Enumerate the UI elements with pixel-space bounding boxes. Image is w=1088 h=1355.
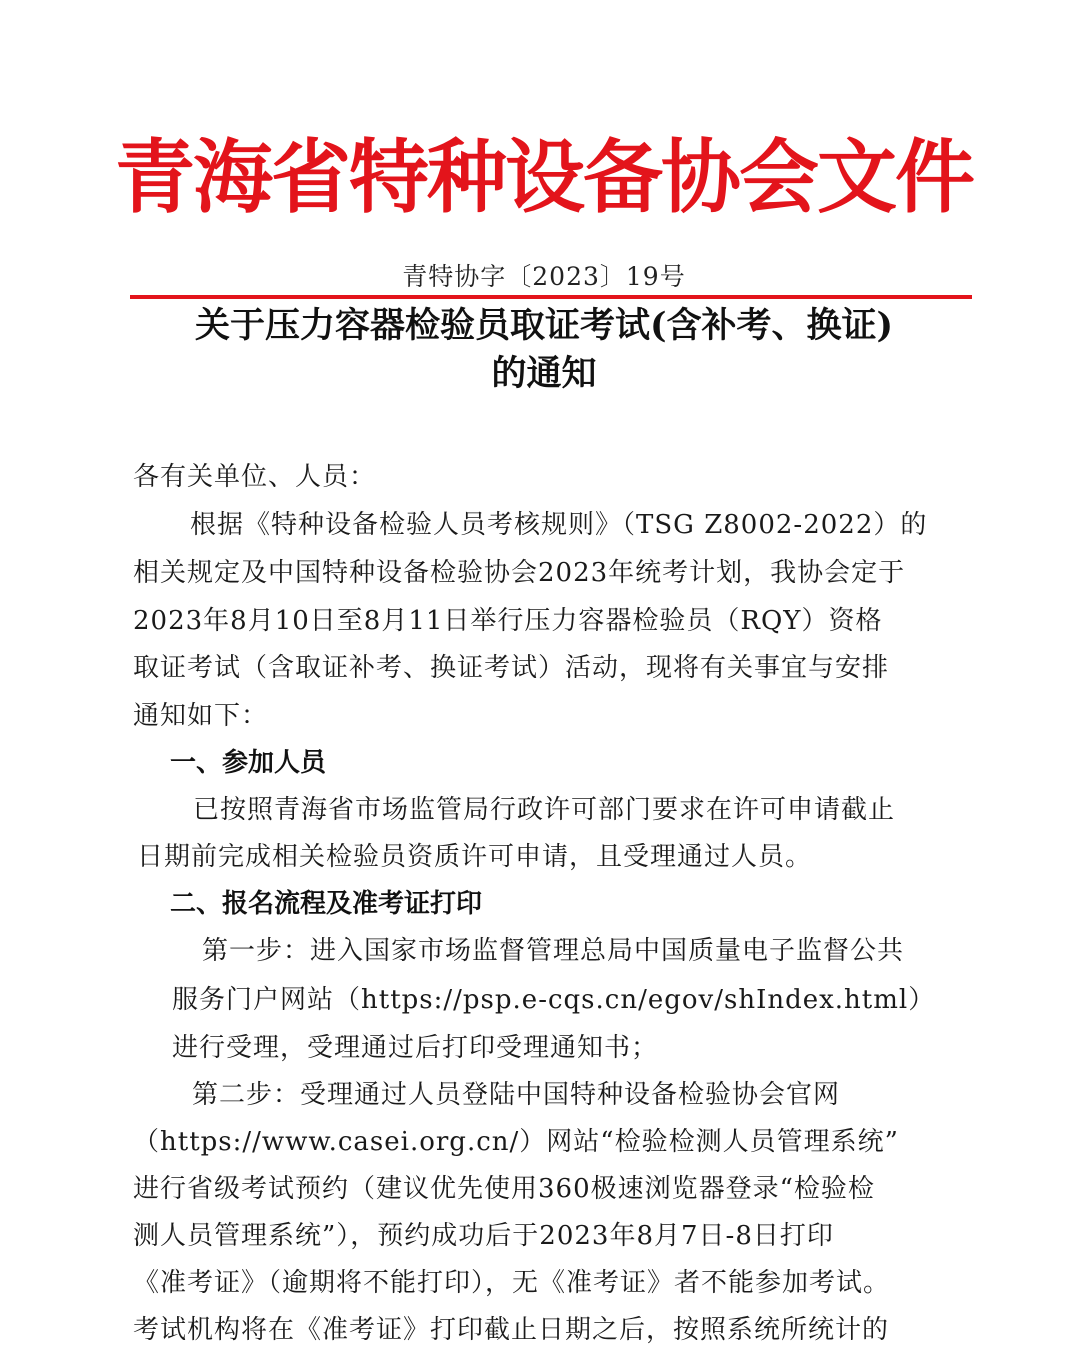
step-1-line-2: 服务门户网站（https://psp.e-cqs.cn/egov/shIndex.html） [172, 985, 936, 1015]
step-2-line-5: 《准考证》（逾期将不能打印），无《准考证》者不能参加考试。 [133, 1268, 891, 1298]
step-2-line-3: 进行省级考试预约（建议优先使用360极速浏览器登录“检验检 [133, 1174, 875, 1204]
intro-line-5: 通知如下： [133, 701, 269, 731]
step-2-line-4: 测人员管理系统”），预约成功后于2023年8月7日-8日打印 [133, 1221, 834, 1251]
salutation: 各有关单位、人员： [133, 462, 377, 492]
section-2-heading: 二、报名流程及准考证打印 [170, 889, 483, 919]
section-1-line-1: 已按照青海省市场监管局行政许可部门要求在许可申请截止 [193, 795, 896, 825]
section-1-line-2: 日期前完成相关检验员资质许可申请，且受理通过人员。 [137, 842, 813, 872]
red-divider-line [130, 295, 972, 299]
masthead-title: 青海省特种设备协会文件 [115, 131, 973, 224]
intro-line-4: 取证考试（含取证补考、换证考试）活动，现将有关事宜与安排 [133, 653, 890, 683]
step-1-line-1: 第一步：进入国家市场监督管理总局中国质量电子监督公共 [202, 936, 905, 966]
step-2-line-6: 考试机构将在《准考证》打印截止日期之后，按照系统所统计的 [133, 1315, 890, 1345]
step-2-line-2: （https://www.casei.org.cn/）网站“检验检测人员管理系统” [133, 1127, 899, 1157]
intro-line-2: 相关规定及中国特种设备检验协会2023年统考计划，我协会定于 [133, 558, 906, 588]
step-1-line-3: 进行受理，受理通过后打印受理通知书； [172, 1033, 659, 1063]
notice-title [100, 302, 988, 398]
intro-line-1: 根据《特种设备检验人员考核规则》（TSG Z8002-2022）的 [190, 510, 928, 540]
intro-line-3: 2023年8月10日至8月11日举行压力容器检验员（RQY）资格 [133, 606, 883, 636]
section-1-heading: 一、参加人员 [170, 748, 327, 778]
document-number: 青特协字〔2023〕19号 [402, 262, 686, 291]
notice-title-line-1: 关于压力容器检验员取证考试(含补考、换证) [194, 305, 894, 346]
notice-title-line-2: 的通知 [491, 353, 597, 394]
step-2-line-1: 第二步：受理通过人员登陆中国特种设备检验协会官网 [192, 1080, 841, 1110]
